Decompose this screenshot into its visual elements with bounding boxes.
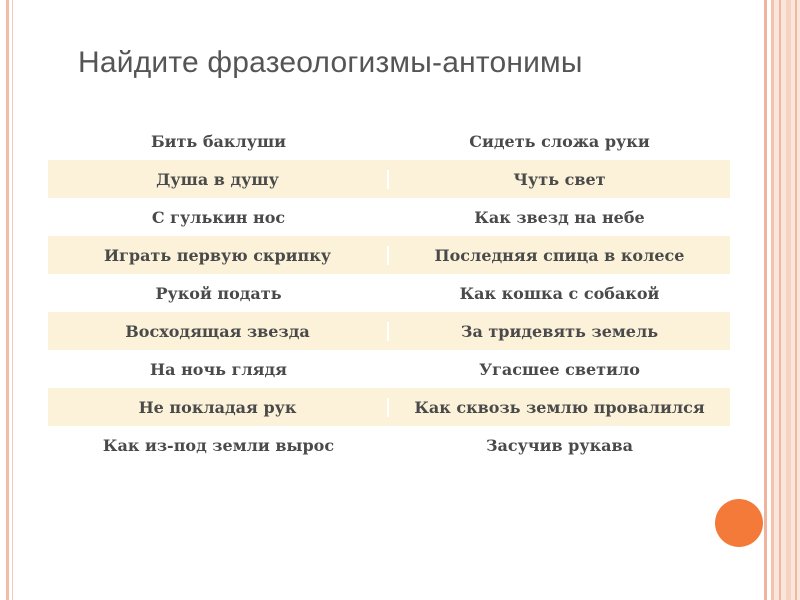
- phrase-left: На ночь глядя: [150, 359, 287, 379]
- phrase-right: Чуть свет: [513, 169, 606, 189]
- phrase-left: Рукой подать: [155, 283, 282, 303]
- phrase-right: Как кошка с собакой: [459, 283, 660, 303]
- phrase-left: Восходящая звезда: [48, 322, 389, 341]
- right-stripe: [771, 0, 774, 600]
- phrase-right: Как звезд на небе: [474, 207, 645, 227]
- table-row: [48, 236, 730, 274]
- phrase-left: С гулькин нос: [151, 207, 286, 227]
- table-row: [48, 122, 730, 160]
- table-row: [48, 160, 730, 198]
- table-row: [48, 350, 730, 388]
- table-row: [48, 274, 730, 312]
- phrase-right: Засучив рукава: [486, 435, 633, 455]
- phrase-right: Сидеть сложа руки: [469, 131, 650, 151]
- left-decorative-line-thin: [12, 0, 13, 600]
- phrase-right: Как сквозь землю провалился: [414, 397, 705, 417]
- right-stripe: [786, 0, 791, 600]
- right-stripe: [795, 0, 797, 600]
- left-decorative-line: [6, 0, 9, 600]
- phrase-left: Не покладая рук: [48, 398, 389, 417]
- phrase-right: За тридевять земель: [460, 321, 659, 341]
- orange-circle-decoration: [715, 499, 763, 547]
- phrase-table: [48, 122, 730, 464]
- table-row: [48, 426, 730, 464]
- table-row: [48, 198, 730, 236]
- slide-title: Найдите фразеологизмы-антонимы: [78, 46, 583, 79]
- table-row: [48, 388, 730, 426]
- phrase-left: Душа в душу: [48, 170, 389, 189]
- phrase-left: Бить баклуши: [150, 131, 287, 151]
- table-row: [48, 312, 730, 350]
- phrase-right: Угасшее светило: [479, 359, 640, 379]
- phrase-right: Последняя спица в колесе: [434, 245, 685, 265]
- right-stripe: [764, 0, 767, 600]
- right-stripe: [779, 0, 781, 600]
- phrase-left: Играть первую скрипку: [48, 246, 389, 265]
- phrase-left: Как из-под земли вырос: [102, 435, 335, 455]
